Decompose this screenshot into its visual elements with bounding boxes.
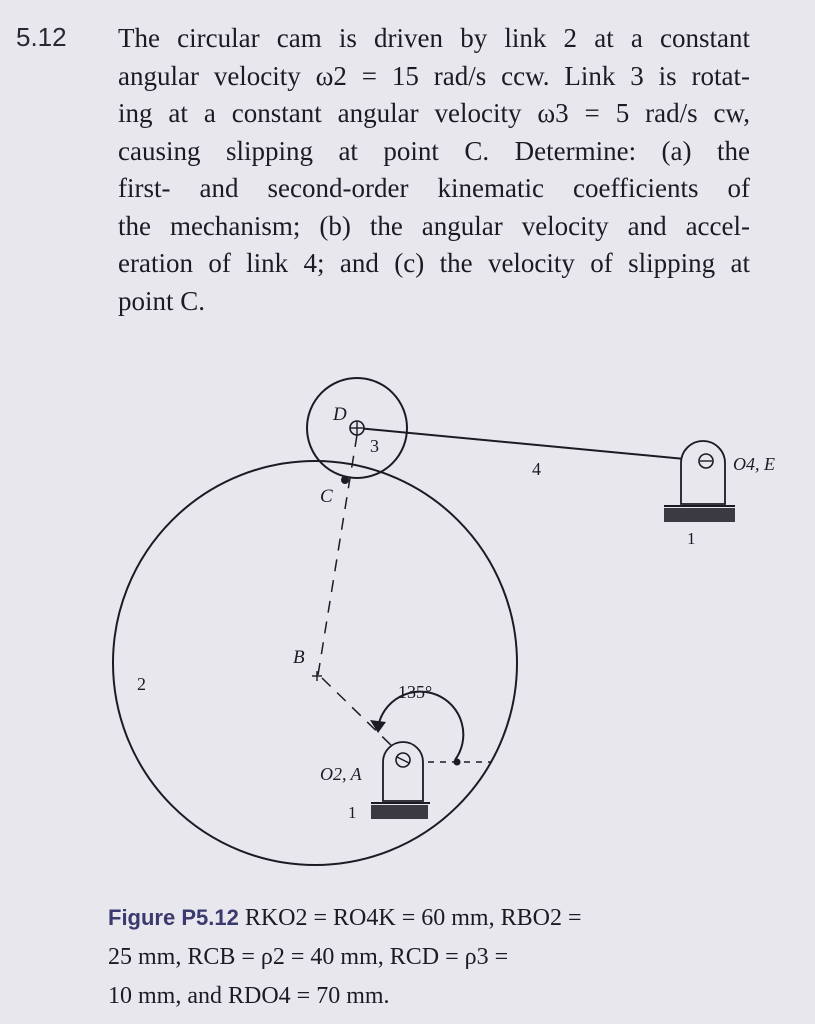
problem-line: the mechanism; (b) the angular velocity and accel-: [118, 210, 750, 241]
label-o2-a: O2, A: [320, 764, 362, 784]
label-angle: 135°: [398, 682, 433, 702]
problem-line: causing slipping at point C. Determine: (a) the: [118, 135, 750, 166]
problem-line: ing at a constant angular velocity ω3 = 5 rad/s cw,: [118, 98, 750, 128]
label-link-2: 2: [137, 674, 146, 694]
contact-point-c: [341, 476, 349, 484]
caption-line-1: [108, 898, 668, 938]
label-o4-e: O4, E: [733, 454, 775, 474]
caption-label: Figure P5.12: [108, 905, 239, 930]
caption-line-3: 10 mm, and RDO4 = 70 mm.: [108, 983, 390, 1009]
caption-line-2: 25 mm, RCB = ρ2 = 40 mm, RCD = ρ3 =: [108, 944, 509, 970]
label-c: C: [320, 486, 333, 507]
label-ground-right: 1: [687, 529, 696, 548]
ground-pivot-left-icon: [371, 742, 430, 819]
problem-line: first- and second-order kinematic coefficients of: [118, 173, 750, 203]
problem-line: point C.: [118, 285, 206, 316]
label-d: D: [333, 404, 347, 425]
link-4: [357, 428, 706, 461]
label-b: B: [293, 647, 305, 668]
label-link-3: 3: [370, 436, 379, 456]
figure-caption: [108, 898, 668, 1016]
problem-line: eration of link 4; and (c) the velocity of slipping at: [118, 248, 750, 278]
cam-circle: [113, 461, 517, 865]
problem-number: 5.12: [16, 22, 67, 52]
centerline-db: [318, 435, 357, 675]
centerline-ba: [322, 678, 396, 750]
caption-text: RKO2 = RO4K = 60 mm, RBO2 =: [244, 905, 582, 931]
label-link-4: 4: [532, 459, 541, 479]
ground-pivot-right-icon: [664, 441, 735, 522]
label-ground-left: 1: [348, 803, 357, 822]
problem-line: angular velocity ω2 = 15 rad/s ccw. Link 3 is rotat-: [118, 60, 750, 91]
problem-line: The circular cam is driven by link 2 at a constant: [118, 23, 750, 53]
